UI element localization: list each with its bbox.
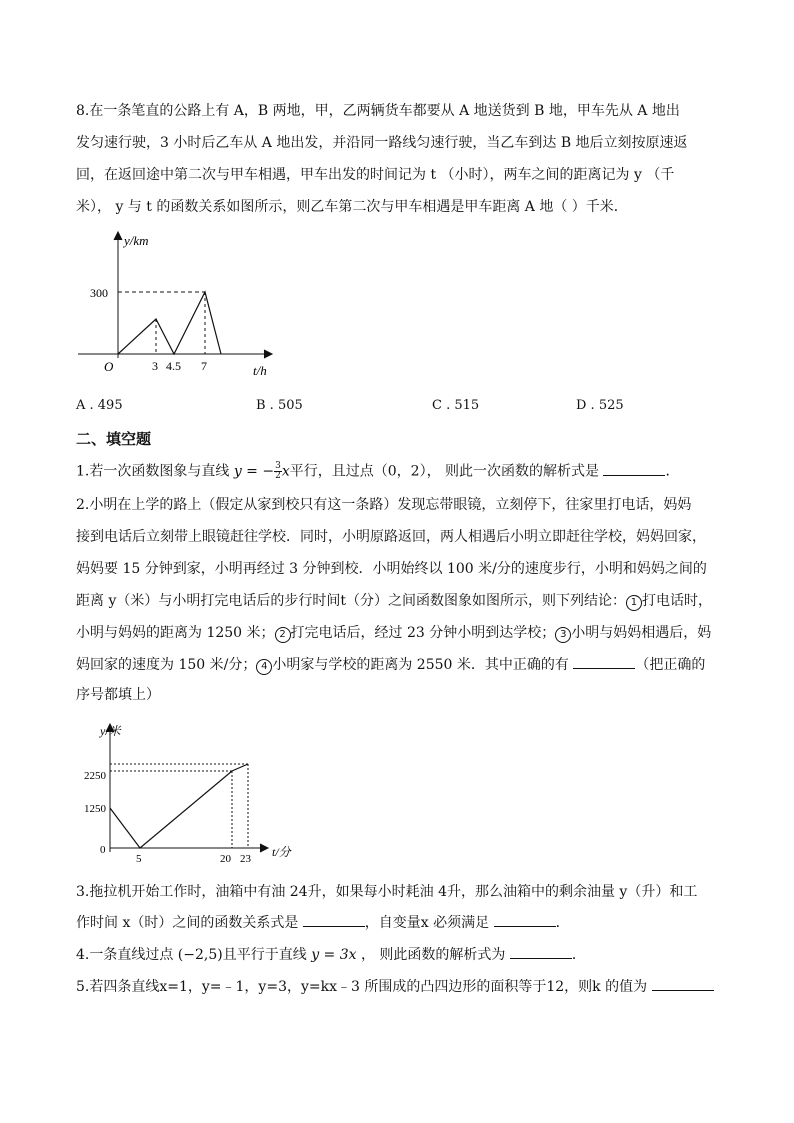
chart2-xtick-5: 5 (136, 853, 142, 865)
q1-eq-y: y (233, 463, 242, 480)
q2-line-6-a: 妈回家的速度为 150 米/分； (76, 657, 257, 673)
q3-line-1: 3.拖拉机开始工作时，油箱中有油 24升，如果每小时耗油 4升，那么油箱中的剩余油量 y（升）和工 (76, 884, 698, 900)
q1-prefix: 1.若一次函数图象与直线 (76, 463, 234, 480)
q1-answer-blank[interactable] (603, 463, 665, 476)
q3-line-2-b: ，自变量x 必须满足 (364, 915, 494, 931)
option-b: B . 505 (256, 398, 303, 413)
q1-line (76, 462, 754, 481)
q1-fraction-den: 2 (275, 471, 281, 481)
q4-end: ． (571, 947, 586, 963)
q4-line (76, 946, 754, 964)
q8-line-4: 米）， y 与 t 的函数关系如图所示，则乙车第二次与甲车相遇是甲车距离 A 地（ ）千米． (76, 199, 628, 215)
q3-answer-blank-1[interactable] (303, 914, 365, 927)
circled-number-3: 3 (555, 627, 571, 643)
q8-line-2: 发匀速行驶，3 小时后乙车从 A 地出发，并沿同一路线匀速行驶，当乙车到达 B 地后立刻按原速返 (76, 135, 688, 151)
chart2-ytick-0: 0 (100, 844, 106, 856)
q2-line-1: 2.小明在上学的路上（假定从家到校只有这一条路）发现忘带眼镜，立刻停下，往家里打电话，妈妈 (76, 497, 692, 513)
chart1-xtick-7: 7 (201, 359, 207, 373)
q2-line-4-tail: 打电话时， (641, 593, 712, 609)
q5-line (76, 978, 754, 996)
q1-end: ． (665, 463, 680, 480)
q2-line-5-b: 打完电话后，经过 23 分钟小明到达学校； (290, 625, 556, 641)
chart-distance-walking-time (78, 720, 308, 865)
q2-line-5 (76, 624, 754, 643)
q2-line-2: 接到电话后立刻带上眼镜赶往学校．同时，小明原路返回，两人相遇后小明立即赶往学校，妈妈回家， (76, 529, 706, 545)
chart1-ytick-300: 300 (90, 286, 108, 300)
chart1-xtick-3: 3 (152, 359, 158, 373)
chart2-xtick-20: 20 (220, 853, 231, 865)
circled-number-2: 2 (275, 627, 291, 643)
q1-suffix: 平行，且过点（0，2）， 则此一次函数的解析式是 (289, 463, 604, 480)
option-c: C . 515 (432, 398, 480, 413)
q1-fraction (274, 462, 282, 481)
q5-text: 5.若四条直线x=1，y=﹣1，y=3，y=kx﹣3 所围成的凸四边形的面积等于12，则k 的值为 (76, 979, 652, 995)
chart2-xtick-23: 23 (240, 853, 251, 865)
q4-equation: y = 3x (311, 947, 357, 963)
circled-number-4: 4 (256, 659, 272, 675)
q2-line-3: 妈妈要 15 分钟到家，小明再经过 3 分钟到校．小明始终以 100 米/分的速度步行，小明和妈妈之间的 (76, 561, 707, 577)
q2-line-7: 序号都填上） (76, 687, 160, 703)
option-d: D . 525 (576, 398, 624, 413)
q2-line-5-c: 小明与妈妈相遇后，妈 (571, 625, 712, 641)
chart2-xlabel: t/分 (272, 845, 291, 859)
q2-line-4 (76, 592, 754, 611)
q1-eq-x: x (281, 463, 290, 480)
chart2-ytick-2250: 2250 (84, 770, 106, 782)
q3-line-2 (76, 914, 754, 932)
chart1-xlabel: t/h (253, 363, 267, 378)
q8-line-3: 回，在返回途中第二次与甲车相遇，甲车出发的时间记为 t （小时），两车之间的距离记为 y （千 (76, 167, 675, 183)
chart-distance-time (72, 228, 332, 388)
q4-prefix: 4.一条直线过点 (−2,5)且平行于直线 (76, 947, 312, 963)
q2-line-6 (76, 656, 754, 675)
q2-line-6-b: 小明家与学校的距离为 2550 米．其中正确的有 (272, 657, 574, 673)
q2-line-5-a: 小明与妈妈的距离为 1250 米； (76, 625, 275, 641)
chart1-origin: O (104, 359, 114, 374)
q3-answer-blank-2[interactable] (494, 914, 556, 927)
section-title: 二、填空题 (76, 430, 152, 448)
chart2-ytick-1250: 1250 (84, 803, 106, 815)
q2-answer-blank[interactable] (573, 656, 635, 669)
chart1-xtick-4-5: 4.5 (166, 359, 181, 373)
option-a: A . 495 (76, 398, 123, 413)
q5-answer-blank[interactable] (652, 978, 714, 991)
q3-line-2-c: ． (555, 915, 570, 931)
circled-number-1: 1 (626, 595, 642, 611)
q2-line-6-c: （把正确的 (635, 657, 706, 673)
q4-suffix: ， 则此函数的解析式为 (356, 947, 510, 963)
q1-eq-sign: = − (241, 463, 275, 480)
q4-answer-blank[interactable] (510, 946, 572, 959)
q3-line-2-a: 作时间 x（时）之间的函数关系式是 (76, 915, 303, 931)
q2-line-4-text: 距离 y（米）与小明打完电话后的步行时间t（分）之间函数图象如图所示，则下列结论： (76, 593, 626, 609)
q8-line-1: 8.在一条笔直的公路上有 A，B 两地，甲，乙两辆货车都要从 A 地送货到 B 地，甲车先从 A 地出 (76, 103, 680, 119)
q1-fraction-num: 3 (275, 461, 281, 471)
chart1-ylabel: y/km (124, 233, 149, 248)
chart2-ylabel: y/米 (100, 724, 121, 738)
